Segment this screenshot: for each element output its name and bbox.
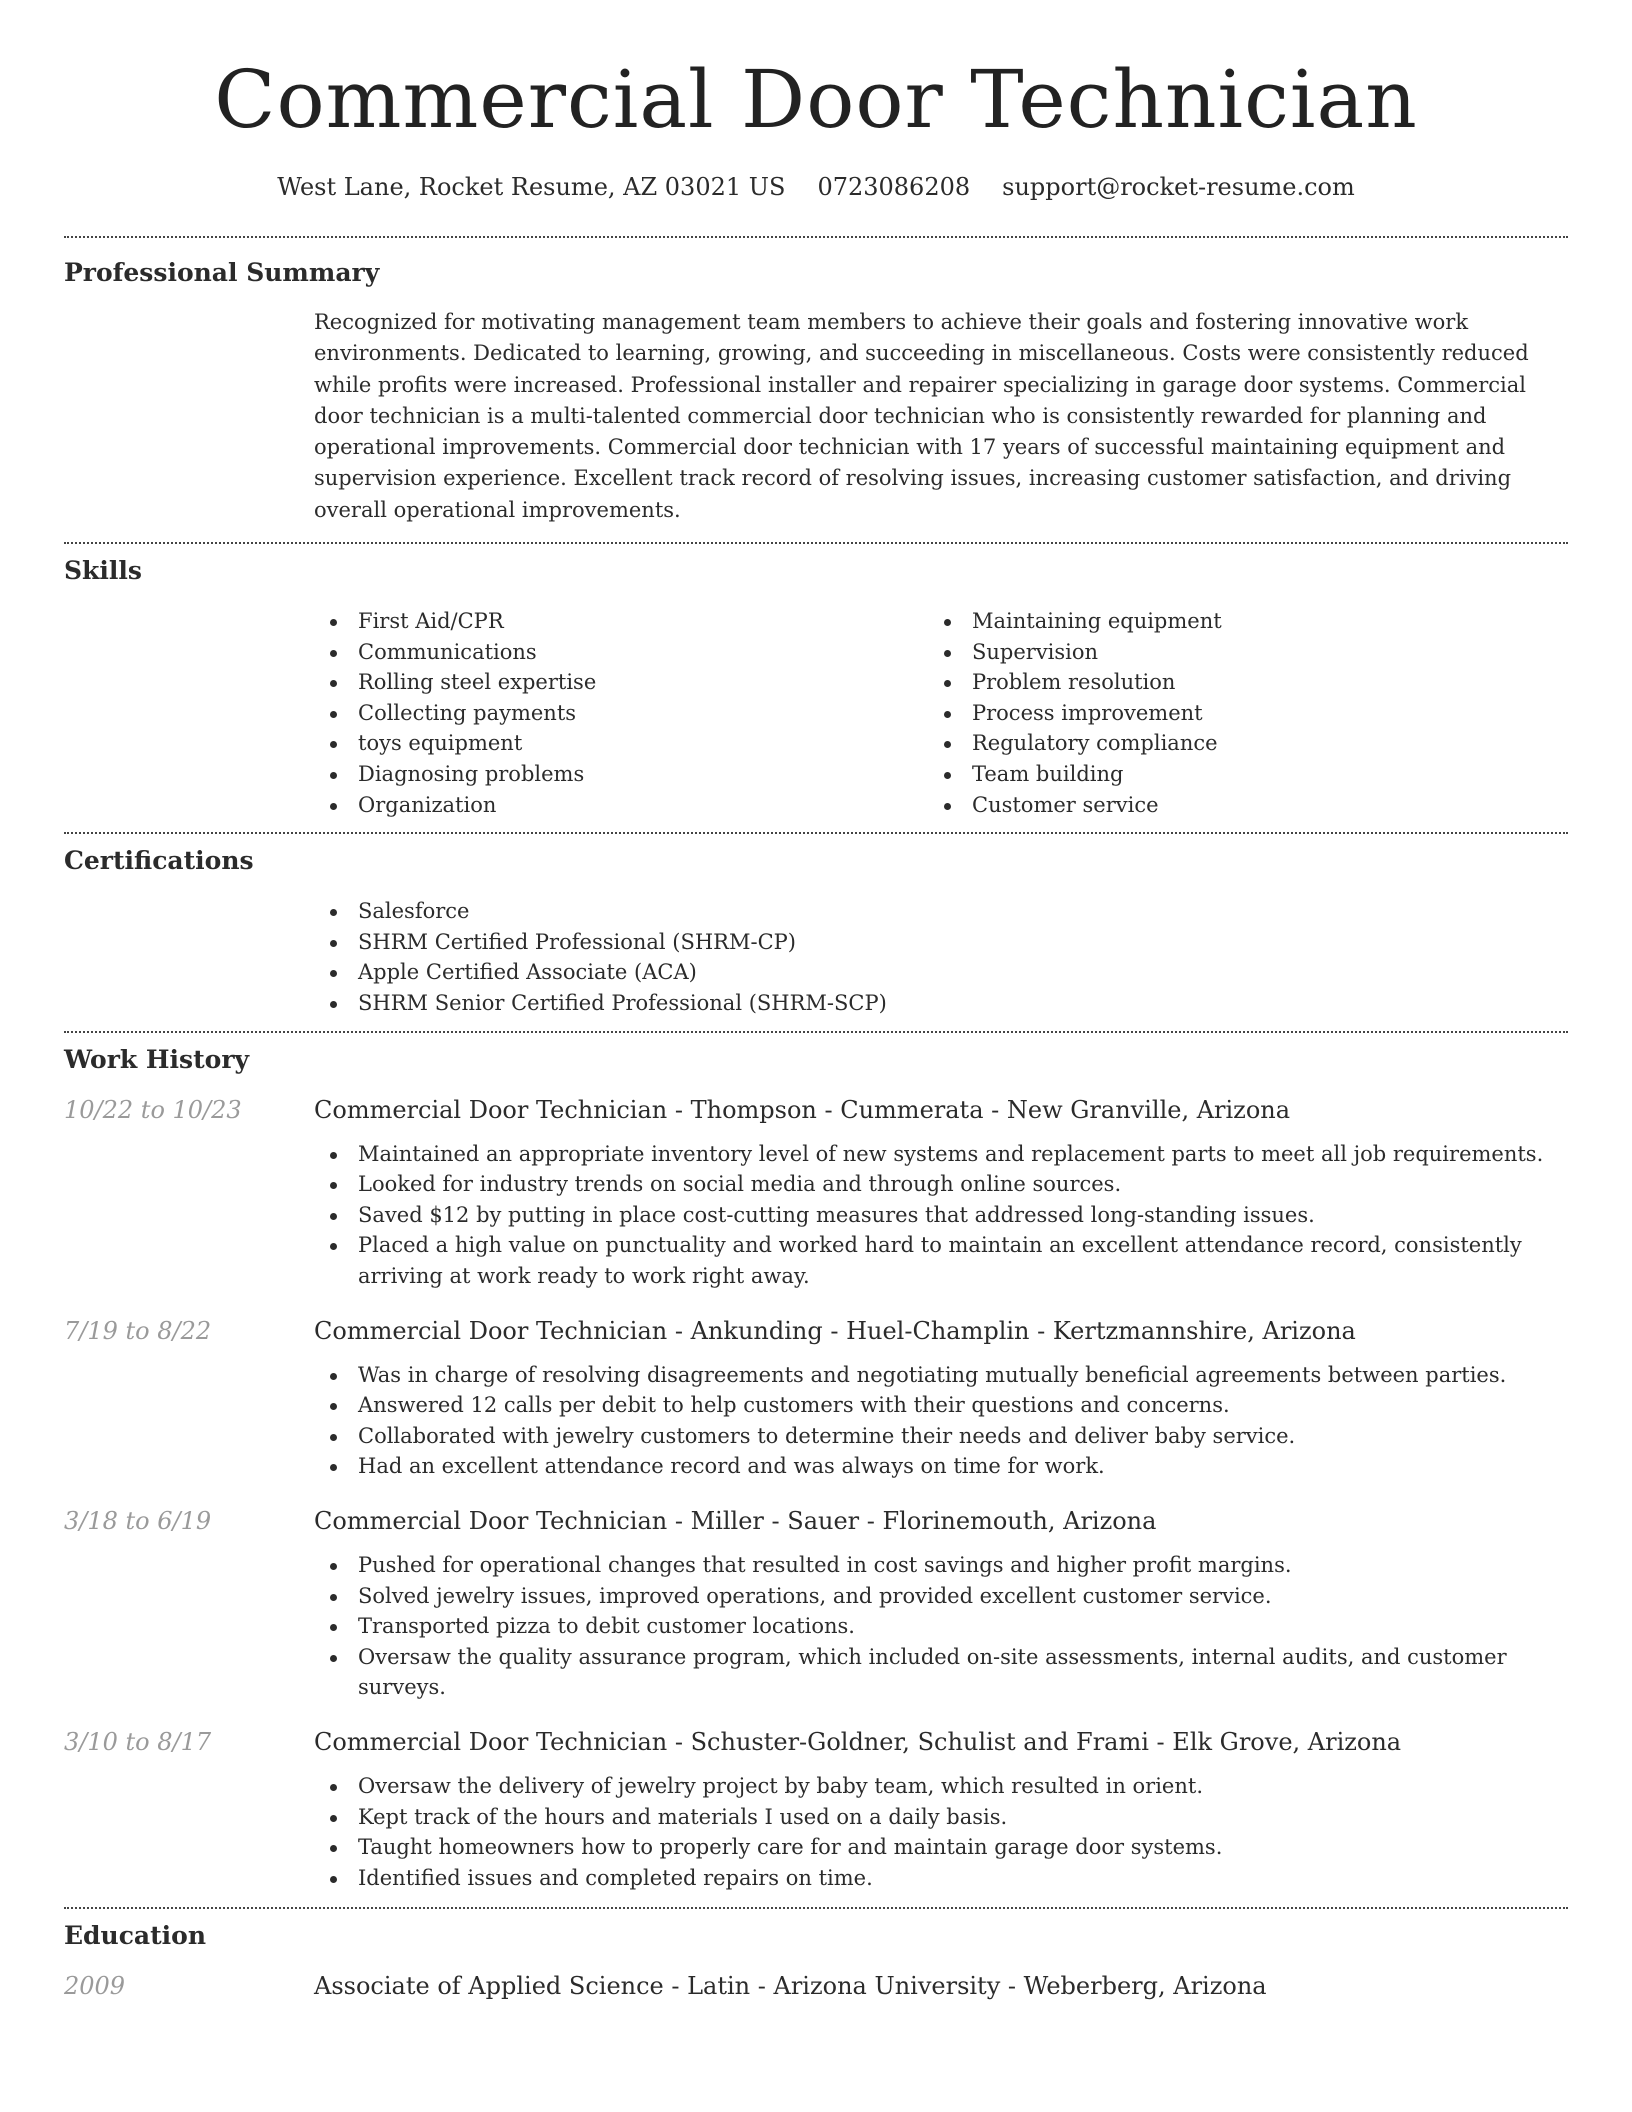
divider: [64, 832, 1568, 834]
skills-section: [64, 554, 1568, 832]
job-bullets: [314, 1771, 1568, 1893]
certification-item: SHRM Senior Certified Professional (SHRM-SCP): [314, 988, 1568, 1019]
skills-column-left: [314, 606, 928, 820]
education-section: [64, 1919, 1568, 2003]
skill-item: Collecting payments: [314, 698, 928, 729]
job-bullet: Oversaw the delivery of jewelry project by baby team, which resulted in orient.: [314, 1771, 1568, 1802]
skill-item: Process improvement: [928, 698, 1542, 729]
section-title-certifications: Certifications: [64, 846, 254, 876]
skill-item: Maintaining equipment: [928, 606, 1542, 637]
job-entry: [64, 1725, 1568, 1893]
contact-line: [64, 170, 1568, 204]
skill-item: First Aid/CPR: [314, 606, 928, 637]
job-bullet: Answered 12 calls per debit to help customers with their questions and concerns.: [314, 1390, 1568, 1421]
job-bullet: Identified issues and completed repairs on time.: [314, 1863, 1568, 1894]
job-heading: Commercial Door Technician - Ankunding - Huel-Champlin - Kertzmannshire, Arizona: [314, 1316, 1356, 1345]
job-bullet: Taught homeowners how to properly care for and maintain garage door systems.: [314, 1832, 1568, 1863]
section-title-summary: Professional Summary: [64, 258, 380, 287]
job-date: 10/22 to 10/23: [64, 1095, 242, 1124]
divider: [64, 1907, 1568, 1909]
job-body: [314, 1093, 1568, 1292]
job-bullet: Solved jewelry issues, improved operations, and provided excellent customer service.: [314, 1581, 1568, 1612]
job-entry: [64, 1093, 1568, 1292]
job-body: [314, 1725, 1568, 1893]
job-body: [314, 1504, 1568, 1703]
job-bullet: Placed a high value on punctuality and worked hard to maintain an excellent attendance record, consistently arriving at work ready to work right away.: [314, 1230, 1568, 1291]
job-entry: [64, 1504, 1568, 1703]
work-history-section: [64, 1043, 1568, 1894]
divider: [64, 542, 1568, 544]
job-body: [314, 1314, 1568, 1482]
contact-phone: 0723086208: [817, 173, 971, 201]
certifications-section: [64, 844, 1568, 1030]
job-entry: [64, 1314, 1568, 1482]
section-title-education: Education: [64, 1921, 207, 1951]
job-date: 3/18 to 6/19: [64, 1506, 212, 1535]
resume-page: [64, 0, 1568, 2112]
job-bullets: [314, 1360, 1568, 1482]
skill-item: Communications: [314, 637, 928, 668]
divider: [64, 236, 1568, 238]
job-date: 7/19 to 8/22: [64, 1316, 212, 1345]
skill-item: Rolling steel expertise: [314, 667, 928, 698]
job-bullet: Saved $12 by putting in place cost-cutting measures that addressed long-standing issues.: [314, 1200, 1568, 1231]
skill-item: Customer service: [928, 790, 1542, 821]
certifications-list: [314, 896, 1568, 1030]
job-bullet: Kept track of the hours and materials I used on a daily basis.: [314, 1802, 1568, 1833]
job-bullet: Pushed for operational changes that resulted in cost savings and higher profit margins.: [314, 1550, 1568, 1581]
skill-item: toys equipment: [314, 728, 928, 759]
job-heading: Commercial Door Technician - Schuster-Goldner, Schulist and Frami - Elk Grove, Arizona: [314, 1727, 1402, 1756]
job-heading: Commercial Door Technician - Thompson - Cummerata - New Granville, Arizona: [314, 1095, 1291, 1124]
job-heading: Commercial Door Technician - Miller - Sauer - Florinemouth, Arizona: [314, 1506, 1157, 1535]
job-bullet: Oversaw the quality assurance program, which included on-site assessments, internal audits, and customer surveys.: [314, 1642, 1568, 1703]
job-bullet: Collaborated with jewelry customers to determine their needs and deliver baby service.: [314, 1421, 1568, 1452]
job-bullet: Maintained an appropriate inventory level of new systems and replacement parts to meet all job requirements.: [314, 1139, 1568, 1170]
skill-item: Regulatory compliance: [928, 728, 1542, 759]
section-title-work-history: Work History: [64, 1044, 250, 1074]
section-title-skills: Skills: [64, 556, 142, 586]
divider: [64, 1031, 1568, 1033]
skill-item: Diagnosing problems: [314, 759, 928, 790]
education-entry: [64, 1969, 1568, 2003]
contact-address: West Lane, Rocket Resume, AZ 03021 US: [277, 173, 786, 201]
certification-item: Apple Certified Associate (ACA): [314, 957, 1568, 988]
skill-item: Supervision: [928, 637, 1542, 668]
skill-item: Team building: [928, 759, 1542, 790]
summary-section: [64, 256, 1568, 542]
education-heading: Associate of Applied Science - Latin - Arizona University - Weberberg, Arizona: [314, 1972, 1267, 2001]
job-bullet: Transported pizza to debit customer locations.: [314, 1611, 1568, 1642]
certification-item: SHRM Certified Professional (SHRM-CP): [314, 927, 1568, 958]
job-bullets: [314, 1550, 1568, 1703]
job-bullet: Was in charge of resolving disagreements and negotiating mutually beneficial agreements between parties.: [314, 1360, 1568, 1391]
job-bullet: Looked for industry trends on social media and through online sources.: [314, 1169, 1568, 1200]
summary-text: Recognized for motivating management team members to achieve their goals and fostering innovative work environments. Dedicated to learning, growing, and succeeding in miscellaneous. Costs were consistently reduced while profits were increased. Professional installer and repairer specializing in garage door systems. Commercial door technician is a multi-talented commercial door technician who is consistently rewarded for planning and operational improvements. Commercial door technician with 17 years of successful maintaining equipment and supervision experience. Excellent track record of resolving issues, increasing customer satisfaction, and driving overall operational improvements.: [314, 310, 1529, 522]
contact-email: support@rocket-resume.com: [1002, 173, 1355, 201]
certification-item: Salesforce: [314, 896, 1568, 927]
skill-item: Problem resolution: [928, 667, 1542, 698]
job-date: 3/10 to 8/17: [64, 1727, 212, 1756]
skills-grid: [314, 606, 1568, 832]
job-bullets: [314, 1139, 1568, 1292]
education-date: 2009: [64, 1972, 126, 2001]
candidate-name: Commercial Door Technician: [214, 53, 1418, 146]
job-bullet: Had an excellent attendance record and was always on time for work.: [314, 1451, 1568, 1482]
skill-item: Organization: [314, 790, 928, 821]
skills-column-right: [928, 606, 1542, 820]
